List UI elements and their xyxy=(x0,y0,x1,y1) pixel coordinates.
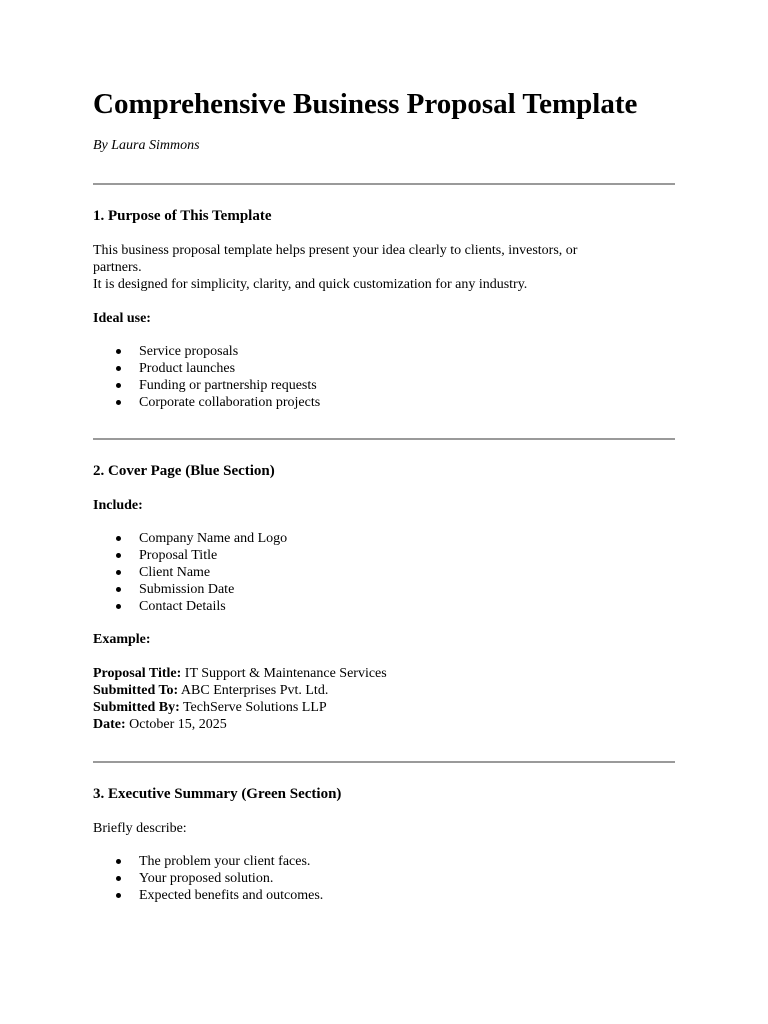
list-item xyxy=(93,853,323,870)
bullet-icon xyxy=(116,553,121,558)
list-item xyxy=(93,343,320,360)
bullet-icon xyxy=(116,587,121,592)
example-key: Date: xyxy=(93,717,126,732)
summary-list xyxy=(93,853,323,904)
paragraph-line: It is designed for simplicity, clarity, and quick customization for any industry. xyxy=(93,277,528,292)
example-value: TechServe Solutions LLP xyxy=(179,700,327,715)
example-row xyxy=(93,665,387,682)
section-heading-purpose: 1. Purpose of This Template xyxy=(93,208,272,224)
list-item-text: Company Name and Logo xyxy=(139,531,288,546)
list-item xyxy=(93,530,287,547)
example-row xyxy=(93,699,387,716)
list-item xyxy=(93,377,320,394)
section-divider xyxy=(93,183,675,185)
ideal-use-list xyxy=(93,343,320,411)
example-details xyxy=(93,665,387,733)
example-row xyxy=(93,716,387,733)
section-heading-executive-summary: 3. Executive Summary (Green Section) xyxy=(93,786,342,802)
example-key: Submitted To: xyxy=(93,683,179,698)
example-key: Proposal Title: xyxy=(93,666,182,681)
list-item xyxy=(93,870,323,887)
example-row xyxy=(93,682,387,699)
bullet-icon xyxy=(116,604,121,609)
list-item-text: Corporate collaboration projects xyxy=(139,395,321,410)
example-label: Example: xyxy=(93,632,151,647)
document-title: Comprehensive Business Proposal Template xyxy=(93,88,638,120)
bullet-icon xyxy=(116,349,121,354)
bullet-icon xyxy=(116,366,121,371)
section-heading-cover-page: 2. Cover Page (Blue Section) xyxy=(93,463,275,479)
paragraph-line: This business proposal template helps present your idea clearly to clients, investors, or xyxy=(93,243,578,258)
paragraph-line: partners. xyxy=(93,260,142,275)
bullet-icon xyxy=(116,893,121,898)
briefly-describe-text: Briefly describe: xyxy=(93,821,187,836)
author-byline: By Laura Simmons xyxy=(93,138,200,153)
list-item-text: Contact Details xyxy=(139,599,226,614)
bullet-icon xyxy=(116,383,121,388)
list-item xyxy=(93,360,320,377)
list-item-text: Client Name xyxy=(139,565,211,580)
list-item-text: Product launches xyxy=(139,361,236,376)
list-item xyxy=(93,394,320,411)
list-item xyxy=(93,547,287,564)
bullet-icon xyxy=(116,859,121,864)
bullet-icon xyxy=(116,876,121,881)
include-label: Include: xyxy=(93,498,143,513)
list-item xyxy=(93,887,323,904)
include-list xyxy=(93,530,287,615)
section-divider xyxy=(93,761,675,763)
list-item xyxy=(93,598,287,615)
list-item-text: Expected benefits and outcomes. xyxy=(139,888,324,903)
list-item-text: Service proposals xyxy=(139,344,239,359)
bullet-icon xyxy=(116,536,121,541)
example-value: IT Support & Maintenance Services xyxy=(181,666,387,681)
list-item-text: Submission Date xyxy=(139,582,235,597)
bullet-icon xyxy=(116,400,121,405)
list-item-text: Your proposed solution. xyxy=(139,871,274,886)
example-value: October 15, 2025 xyxy=(125,717,227,732)
list-item-text: Proposal Title xyxy=(139,548,218,563)
list-item-text: Funding or partnership requests xyxy=(139,378,317,393)
list-item xyxy=(93,581,287,598)
ideal-use-label: Ideal use: xyxy=(93,311,151,326)
section-divider xyxy=(93,438,675,440)
purpose-paragraph xyxy=(93,242,653,293)
list-item xyxy=(93,564,287,581)
example-value: ABC Enterprises Pvt. Ltd. xyxy=(178,683,329,698)
bullet-icon xyxy=(116,570,121,575)
example-key: Submitted By: xyxy=(93,700,180,715)
list-item-text: The problem your client faces. xyxy=(139,854,311,869)
